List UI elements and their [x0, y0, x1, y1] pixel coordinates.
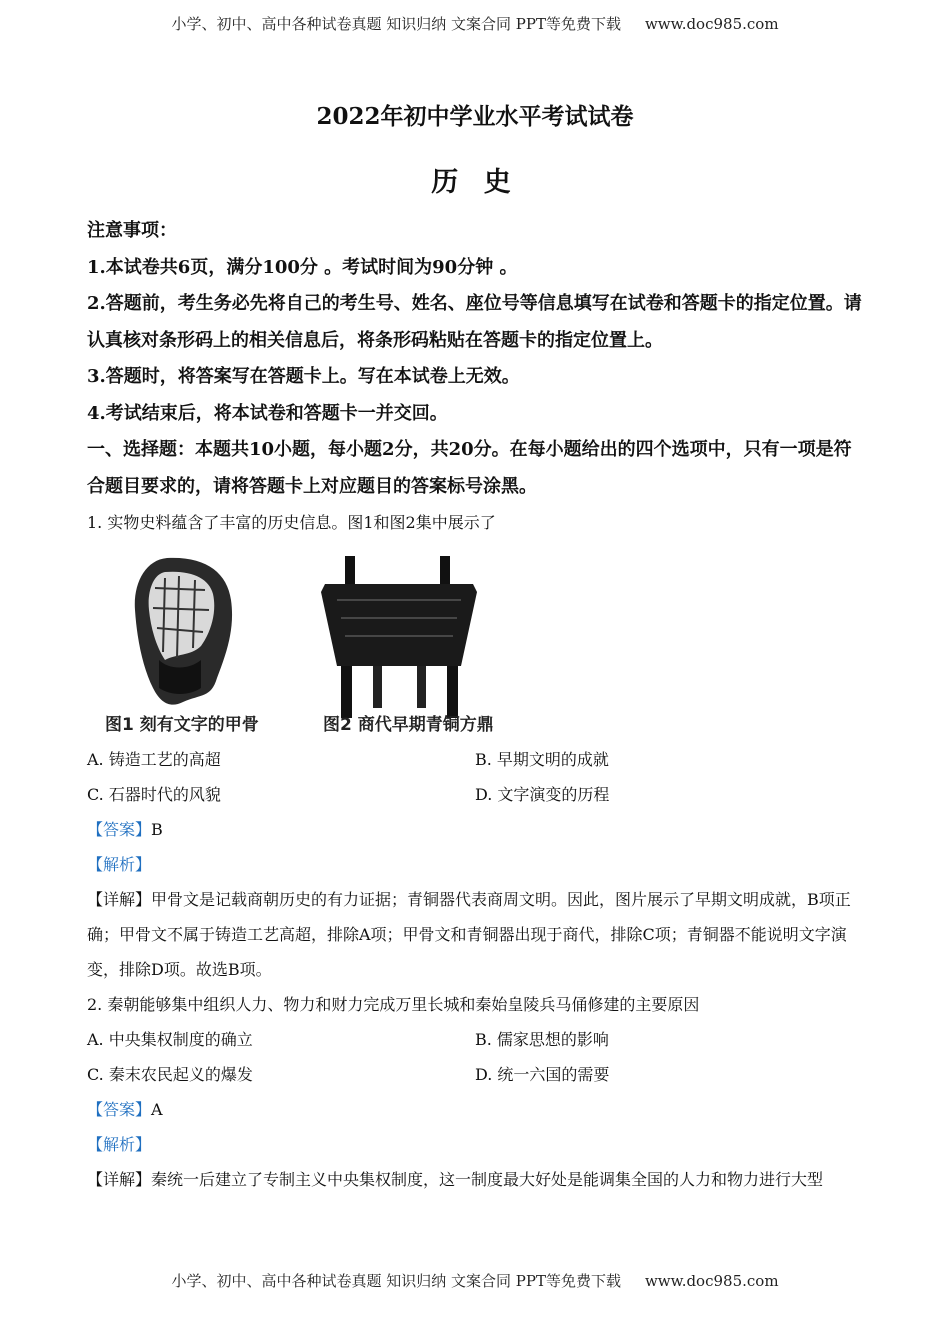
- question-2-stem: 2. 秦朝能够集中组织人力、物力和财力完成万里长城和秦始皇陵兵马俑修建的主要原因: [87, 995, 700, 1014]
- question-1-figure: [87, 548, 863, 738]
- note-item: 4.考试结束后，将本试卷和答题卡一并交回。: [87, 402, 448, 424]
- footer-site[interactable]: www.doc985.com: [644, 1272, 779, 1290]
- figure-1-caption: 图1 刻有文字的甲骨: [105, 715, 259, 734]
- page-header: [0, 13, 950, 34]
- detail-label: 【详解】: [87, 890, 152, 909]
- question-2-answer: [87, 1092, 863, 1127]
- figure-image: [105, 548, 565, 734]
- question-1-stem: 1. 实物史料蕴含了丰富的历史信息。图1和图2集中展示了: [87, 513, 496, 532]
- section-heading: 一、选择题：本题共10小题，每小题2分，共20分。在每小题给出的四个选项中，只有一项是符合题目要求的，请将答题卡上对应题目的答案标号涂黑。: [87, 439, 852, 497]
- question-1-options: [87, 777, 863, 812]
- question-1-analysis: [87, 847, 863, 882]
- option-a[interactable]: A. 中央集权制度的确立: [87, 1030, 253, 1049]
- note-item: 2.答题前，考生务必先将自己的考生号、姓名、座位号等信息填写在试卷和答题卡的指定位置。请认真核对条形码上的相关信息后，将条形码粘贴在答题卡的指定位置上。: [87, 293, 862, 351]
- detail-text: 秦统一后建立了专制主义中央集权制度，这一制度最大好处是能调集全国的人力和物力进行大型: [151, 1170, 824, 1189]
- question-1-detail: [87, 882, 863, 987]
- exam-title: 2022年初中学业水平考试试卷: [316, 103, 634, 130]
- footer-text: 小学、初中、高中各种试卷真题 知识归纳 文案合同 PPT等免费下载: [171, 1272, 621, 1290]
- answer-value: A: [151, 1100, 163, 1119]
- question-2-options: [87, 1022, 863, 1057]
- note-item: 1.本试卷共6页，满分100分 。考试时间为90分钟 。: [87, 256, 518, 278]
- header-text: 小学、初中、高中各种试卷真题 知识归纳 文案合同 PPT等免费下载: [171, 15, 621, 33]
- option-a[interactable]: A. 铸造工艺的高超: [87, 750, 221, 769]
- detail-text: 甲骨文是记载商朝历史的有力证据；青铜器代表商周文明。因此，图片展示了早期文明成就，B项正确；甲骨文不属于铸造工艺高超，排除A项；甲骨文和青铜器出现于商代，排除C项；青铜器不能说明文字演变，排除D项。故选B项。: [87, 890, 851, 979]
- detail-label: 【详解】: [87, 1170, 152, 1189]
- oracle-bone-image: [135, 558, 232, 705]
- answer-label: 【答案】: [87, 820, 152, 839]
- answer-value: B: [151, 820, 163, 839]
- bronze-ding-image: [321, 556, 477, 718]
- option-d[interactable]: D. 统一六国的需要: [475, 1065, 610, 1084]
- question-1-options: [87, 742, 863, 777]
- question-1-answer: [87, 812, 863, 847]
- exam-subject: 历 史: [431, 167, 519, 198]
- exam-content: [87, 213, 863, 1197]
- question-2-analysis: [87, 1127, 863, 1162]
- figure-2-caption: 图2 商代早期青铜方鼎: [323, 715, 494, 734]
- option-c[interactable]: C. 石器时代的风貌: [87, 785, 221, 804]
- option-b[interactable]: B. 儒家思想的影响: [475, 1030, 609, 1049]
- option-b[interactable]: B. 早期文明的成就: [475, 750, 609, 769]
- option-c[interactable]: C. 秦末农民起义的爆发: [87, 1065, 253, 1084]
- option-d[interactable]: D. 文字演变的历程: [475, 785, 610, 804]
- answer-label: 【答案】: [87, 1100, 152, 1119]
- page-footer: [0, 1270, 950, 1291]
- header-site[interactable]: www.doc985.com: [644, 15, 779, 33]
- analysis-label: 【解析】: [87, 1135, 152, 1154]
- analysis-label: 【解析】: [87, 855, 152, 874]
- notes-heading: 注意事项：: [87, 220, 177, 241]
- note-item: 3.答题时，将答案写在答题卡上。写在本试卷上无效。: [87, 366, 520, 387]
- question-2-options: [87, 1057, 863, 1092]
- question-2-detail: [87, 1162, 863, 1197]
